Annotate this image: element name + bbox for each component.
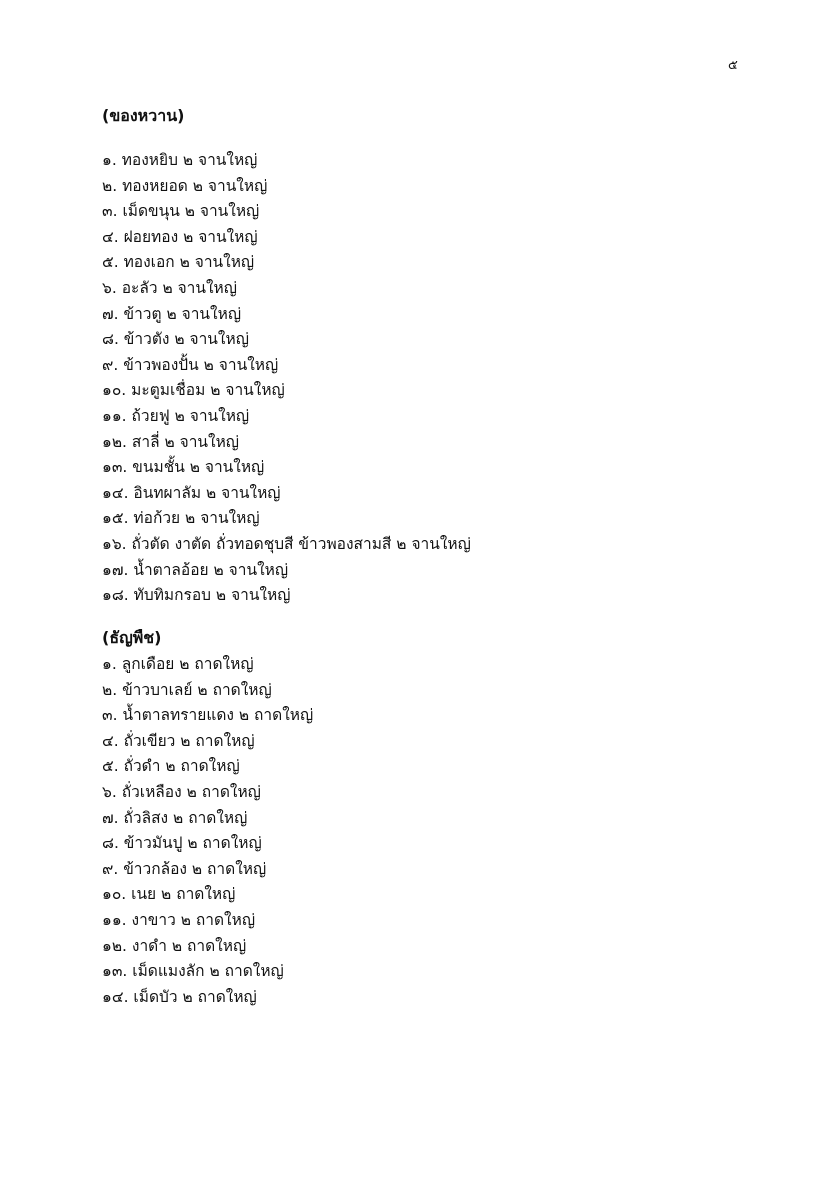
list-item: ๘. ข้าวตัง ๒ จานใหญ่ bbox=[102, 330, 249, 349]
list-item: ๕. ถั่วดำ ๒ ถาดใหญ่ bbox=[102, 757, 240, 776]
section-heading: (ของหวาน) bbox=[102, 106, 185, 125]
section-heading: (ธัญพืช) bbox=[102, 628, 162, 647]
section-desserts bbox=[102, 106, 471, 609]
list-item: ๓. เม็ดขนุน ๒ จานใหญ่ bbox=[102, 202, 260, 221]
section-grains bbox=[102, 628, 313, 1010]
list-item: ๑๘. ทับทิมกรอบ ๒ จานใหญ่ bbox=[102, 586, 291, 605]
list-item: ๗. ข้าวตู ๒ จานใหญ่ bbox=[102, 304, 242, 323]
list-item: ๑๐. มะตูมเชื่อม ๒ จานใหญ่ bbox=[102, 381, 285, 400]
list-item: ๘. ข้าวมันปู ๒ ถาดใหญ่ bbox=[102, 834, 262, 853]
list-item: ๑๖. ถั่วตัด งาตัด ถั่วทอดชุบสี ข้าวพองสามสี ๒ จานใหญ่ bbox=[102, 534, 471, 553]
list-item: ๑๓. ขนมชั้น ๒ จานใหญ่ bbox=[102, 458, 265, 477]
list-item: ๑๑. งาขาว ๒ ถาดใหญ่ bbox=[102, 910, 256, 929]
list-item: ๑๕. ท่อก้วย ๒ จานใหญ่ bbox=[102, 509, 260, 528]
list-item: ๖. อะลัว ๒ จานใหญ่ bbox=[102, 278, 237, 297]
list-item: ๑๒. งาดำ ๒ ถาดใหญ่ bbox=[102, 936, 247, 955]
list-item: ๒. ข้าวบาเลย์ ๒ ถาดใหญ่ bbox=[102, 680, 272, 699]
list-item: ๑๓. เม็ดแมงลัก ๒ ถาดใหญ่ bbox=[102, 962, 284, 981]
list-item: ๑๐. เนย ๒ ถาดใหญ่ bbox=[102, 885, 236, 904]
list-item: ๗. ถั่วลิสง ๒ ถาดใหญ่ bbox=[102, 808, 248, 827]
item-list bbox=[102, 652, 313, 1010]
list-item: ๙. ข้าวกล้อง ๒ ถาดใหญ่ bbox=[102, 859, 267, 878]
list-item: ๒. ทองหยอด ๒ จานใหญ่ bbox=[102, 176, 268, 195]
list-item: ๑๒. สาลี่ ๒ จานใหญ่ bbox=[102, 432, 240, 451]
list-item: ๓. น้ำตาลทรายแดง ๒ ถาดใหญ่ bbox=[102, 706, 314, 725]
list-item: ๖. ถั่วเหลือง ๒ ถาดใหญ่ bbox=[102, 782, 261, 801]
list-item: ๑๔. เม็ดบัว ๒ ถาดใหญ่ bbox=[102, 987, 257, 1006]
list-item: ๕. ทองเอก ๒ จานใหญ่ bbox=[102, 253, 255, 272]
list-item: ๙. ข้าวพองปั้น ๒ จานใหญ่ bbox=[102, 355, 279, 374]
list-item: ๑๑. ถ้วยฟู ๒ จานใหญ่ bbox=[102, 406, 250, 425]
list-item: ๑๔. อินทผาลัม ๒ จานใหญ่ bbox=[102, 483, 281, 502]
list-item: ๑. ลูกเดือย ๒ ถาดใหญ่ bbox=[102, 655, 254, 673]
list-item: ๑๗. น้ำตาลอ้อย ๒ จานใหญ่ bbox=[102, 560, 289, 579]
list-item: ๔. ถั่วเขียว ๒ ถาดใหญ่ bbox=[102, 731, 255, 750]
page-number: ๕ bbox=[728, 58, 738, 73]
item-list bbox=[102, 148, 471, 609]
list-item: ๔. ฝอยทอง ๒ จานใหญ่ bbox=[102, 227, 258, 246]
list-item: ๑. ทองหยิบ ๒ จานใหญ่ bbox=[102, 151, 258, 169]
